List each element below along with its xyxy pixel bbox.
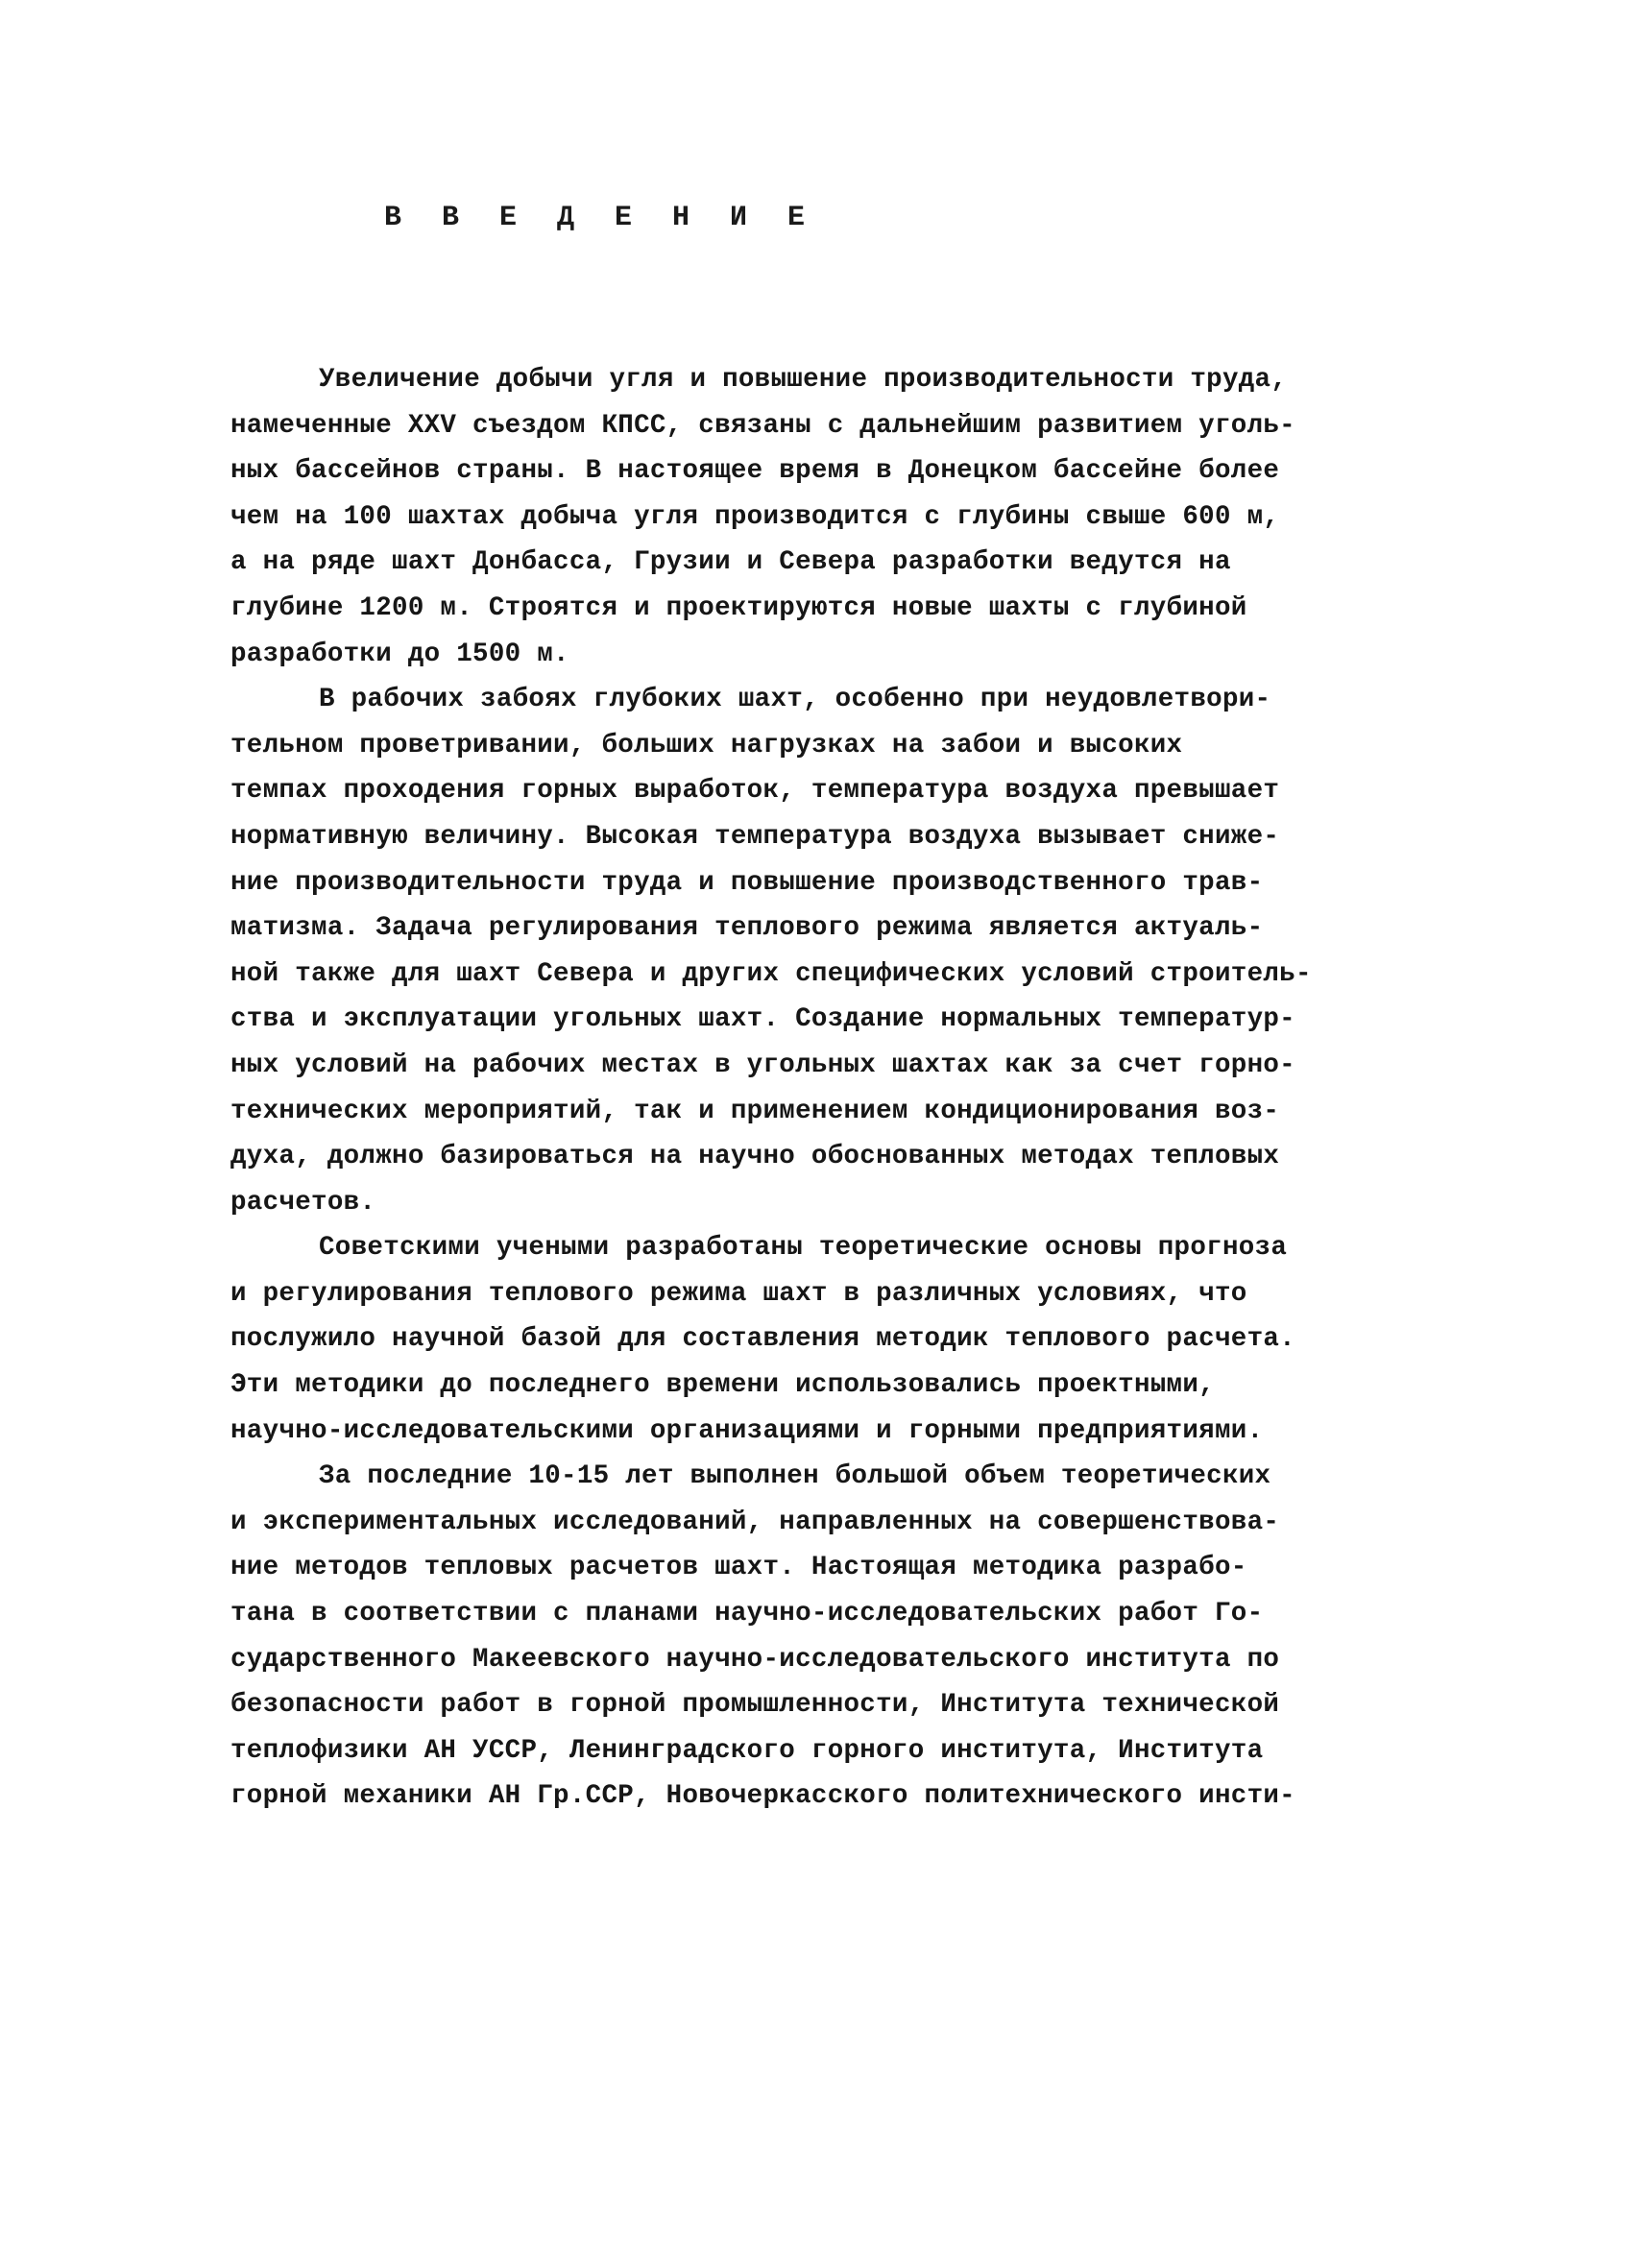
text-line: ние методов тепловых расчетов шахт. Настоящая методика разрабо- — [230, 1553, 1247, 1583]
text-line: горной механики АН Гр.ССР, Новочеркасского политехнического инсти- — [230, 1781, 1295, 1812]
text-line: безопасности работ в горной промышленности, Института технической — [230, 1690, 1280, 1721]
text-line: послужило научной базой для составления методик теплового расчета. — [230, 1324, 1295, 1355]
body-text — [230, 357, 1460, 1820]
text-line: тана в соответствии с планами научно-исследовательских работ Го- — [230, 1599, 1264, 1629]
text-line: намеченные XXV съездом КПСС, связаны с дальнейшим развитием уголь- — [230, 410, 1295, 441]
text-line: разработки до 1500 м. — [230, 639, 569, 669]
text-line: глубине 1200 м. Строятся и проектируются новые шахты с глубиной — [230, 592, 1247, 623]
text-line: и регулирования теплового режима шахт в различных условиях, что — [230, 1278, 1247, 1309]
text-line: ние производительности труда и повышение производственного трав- — [230, 867, 1264, 898]
text-line: духа, должно базироваться на научно обоснованных методах тепловых — [230, 1142, 1280, 1172]
text-line: ных бассейнов страны. В настоящее время в Донецком бассейне более — [230, 456, 1280, 487]
text-line: ной также для шахт Севера и других специфических условий строитель- — [230, 958, 1312, 989]
paragraph-first-line: За последние 10-15 лет выполнен большой объем теоретических — [319, 1461, 1271, 1492]
text-line: темпах проходения горных выработок, температура воздуха превышает — [230, 776, 1280, 807]
text-line: матизма. Задача регулирования теплового режима является актуаль- — [230, 913, 1264, 944]
text-line: научно-исследовательскими организациями и горными предприятиями. — [230, 1415, 1264, 1446]
page-title: В В Е Д Е Н И Е — [383, 202, 817, 234]
text-line: нормативную величину. Высокая температура воздуха вызывает сниже- — [230, 821, 1280, 852]
text-line: и экспериментальных исследований, направленных на совершенствова- — [230, 1507, 1280, 1537]
text-line: расчетов. — [230, 1187, 376, 1218]
text-line: ства и эксплуатации угольных шахт. Создание нормальных температур- — [230, 1004, 1295, 1035]
text-line: тельном проветривании, больших нагрузках на забои и высоких — [230, 730, 1183, 760]
text-line: технических мероприятий, так и применением кондиционирования воз- — [230, 1096, 1280, 1126]
text-line: чем на 100 шахтах добыча угля производится с глубины свыше 600 м, — [230, 501, 1280, 532]
text-line: Эти методики до последнего времени использовались проектными, — [230, 1370, 1215, 1401]
paragraph-first-line: В рабочих забоях глубоких шахт, особенно при неудовлетвори- — [319, 685, 1271, 715]
text-line: сударственного Макеевского научно-исследовательского института по — [230, 1644, 1280, 1675]
paragraph-first-line: Советскими учеными разработаны теоретические основы прогноза — [319, 1233, 1288, 1264]
paragraph-first-line: Увеличение добычи угля и повышение производительности труда, — [319, 365, 1288, 395]
text-line: а на ряде шахт Донбасса, Грузии и Севера разработки ведутся на — [230, 547, 1231, 578]
text-line: ных условий на рабочих местах в угольных шахтах как за счет горно- — [230, 1050, 1295, 1080]
text-line: теплофизики АН УССР, Ленинградского горного института, Института — [230, 1735, 1264, 1766]
